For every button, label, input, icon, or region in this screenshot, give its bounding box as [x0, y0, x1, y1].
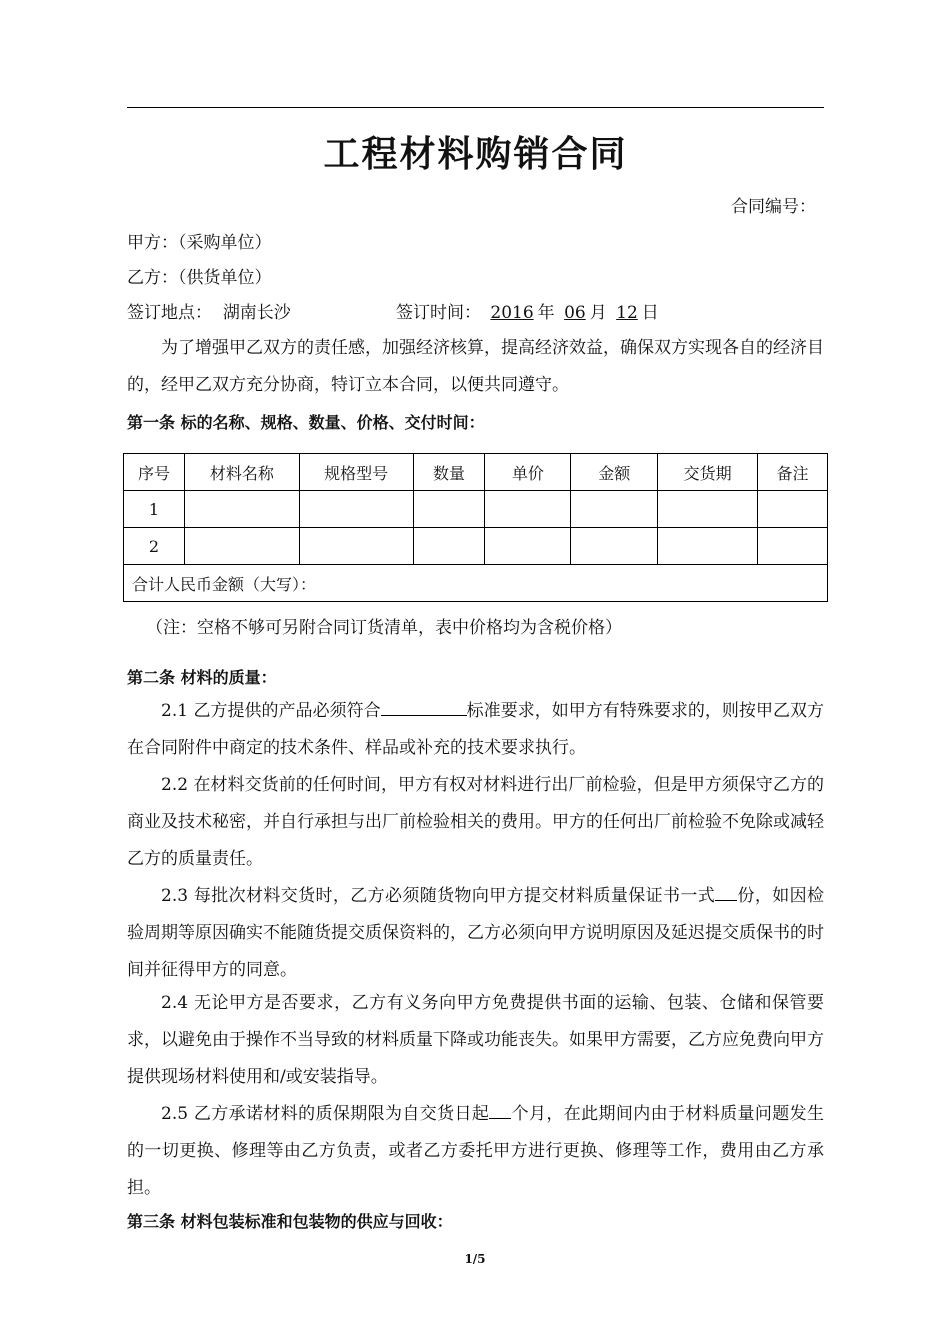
clause-2-5	[127, 1096, 824, 1207]
header-remarks: 备注	[758, 454, 828, 491]
total-amount-label: 合计人民币金额（大写）：	[124, 565, 828, 602]
signing-time-label: 签订时间：	[396, 303, 481, 323]
table-note: （注：空格不够可另附合同订货清单，表中价格均为含税价格）	[146, 618, 622, 638]
clause-2-4: 2.4 无论甲方是否要求，乙方有义务向甲方免费提供书面的运输、包装、仓储和保管要求，以避免由于操作不当导致的材料质量下降或功能丧失。如果甲方需要，乙方应免费向甲方提供现场材料使用和/或安装指导。	[127, 993, 824, 1087]
header-delivery-date: 交货期	[658, 454, 758, 491]
header-spec-model: 规格型号	[299, 454, 413, 491]
table-header-row	[124, 454, 828, 491]
months-blank	[489, 1102, 511, 1119]
party-a-line	[127, 232, 272, 254]
table-cell	[571, 491, 658, 528]
materials-table	[123, 453, 828, 602]
signing-place-value: 湖南长沙	[222, 303, 291, 323]
clause-2-3	[127, 878, 824, 989]
table-cell	[413, 528, 485, 565]
clause-2-3-text-b: 份，如因检验周期等原因确实不能随货提交质保资料的，乙方必须向甲方说明原因及延迟提交质保书的时间并征得甲方的同意。	[127, 886, 824, 980]
table-row	[124, 528, 828, 565]
table-cell	[184, 528, 299, 565]
contract-title: 工程材料购销合同	[323, 134, 628, 175]
table-cell	[571, 528, 658, 565]
copies-blank	[715, 884, 737, 901]
table-total-row	[124, 565, 828, 602]
party-b-label: 乙方：	[127, 268, 178, 288]
table-cell	[299, 528, 413, 565]
signing-year-unit: 年	[537, 303, 555, 323]
article-3-heading: 第三条 材料包装标准和包装物的供应与回收：	[127, 1212, 453, 1231]
table-cell	[485, 528, 571, 565]
clause-2-5-text-a: 2.5 乙方承诺材料的质保期限为自交货日起	[161, 1104, 490, 1124]
table-cell	[299, 491, 413, 528]
header-unit-price: 单价	[485, 454, 571, 491]
party-a-label: 甲方：	[127, 233, 178, 253]
clause-2-1-text-b: 标准要求，如甲方有特殊要求的，则按甲乙双方在合同附件中商定的技术条件、样品或补充的技术要求执行。	[127, 701, 824, 758]
table-cell	[658, 528, 758, 565]
signing-year: 2016	[490, 303, 534, 323]
signing-day: 12	[616, 303, 638, 323]
standard-blank	[381, 699, 467, 716]
table-cell	[413, 491, 485, 528]
article-2-heading: 第二条 材料的质量：	[127, 668, 277, 687]
table-cell	[184, 491, 299, 528]
row-index: 1	[124, 491, 185, 528]
signing-month-unit: 月	[589, 303, 607, 323]
clause-2-1-text-a: 2.1 乙方提供的产品必须符合	[161, 701, 381, 721]
header-quantity: 数量	[413, 454, 485, 491]
intro-paragraph: 为了增强甲乙双方的责任感，加强经济核算，提高经济效益，确保双方实现各自的经济目的，经甲乙双方充分协商，特订立本合同，以便共同遵守。	[127, 338, 824, 395]
signing-place-line	[127, 302, 291, 324]
party-a-value: （采购单位）	[178, 233, 272, 253]
clause-2-5-text-b: 个月，在此期间内由于材料质量问题发生的一切更换、修理等由乙方负责，或者乙方委托甲方进行更换、修理等工作，费用由乙方承担。	[127, 1104, 824, 1198]
article-1-heading: 第一条 标的名称、规格、数量、价格、交付时间：	[127, 413, 485, 432]
table-cell	[758, 491, 828, 528]
clause-2-2: 2.2 在材料交货前的任何时间，甲方有权对材料进行出厂前检验，但是甲方须保守乙方的商业及技术秘密，并自行承担与出厂前检验相关的费用。甲方的任何出厂前检验不免除或减轻乙方的质量责任。	[127, 775, 824, 869]
party-b-value: （供货单位）	[178, 268, 272, 288]
page-number: 1/5	[464, 1252, 486, 1266]
header-index: 序号	[124, 454, 185, 491]
row-index: 2	[124, 528, 185, 565]
party-b-line	[127, 267, 272, 289]
table-cell	[658, 491, 758, 528]
header-rule	[127, 107, 824, 108]
signing-place-label: 签订地点：	[127, 303, 212, 323]
clause-2-3-text-a: 2.3 每批次材料交货时，乙方必须随货物向甲方提交材料质量保证书一式	[161, 886, 716, 906]
signing-day-unit: 日	[641, 303, 659, 323]
header-material-name: 材料名称	[184, 454, 299, 491]
clause-2-1	[127, 693, 824, 767]
table-cell	[758, 528, 828, 565]
signing-month: 06	[564, 303, 586, 323]
header-amount: 金额	[571, 454, 658, 491]
table-row	[124, 491, 828, 528]
table-cell	[485, 491, 571, 528]
signing-time-line	[396, 302, 659, 324]
contract-number-label: 合同编号：	[731, 197, 816, 217]
